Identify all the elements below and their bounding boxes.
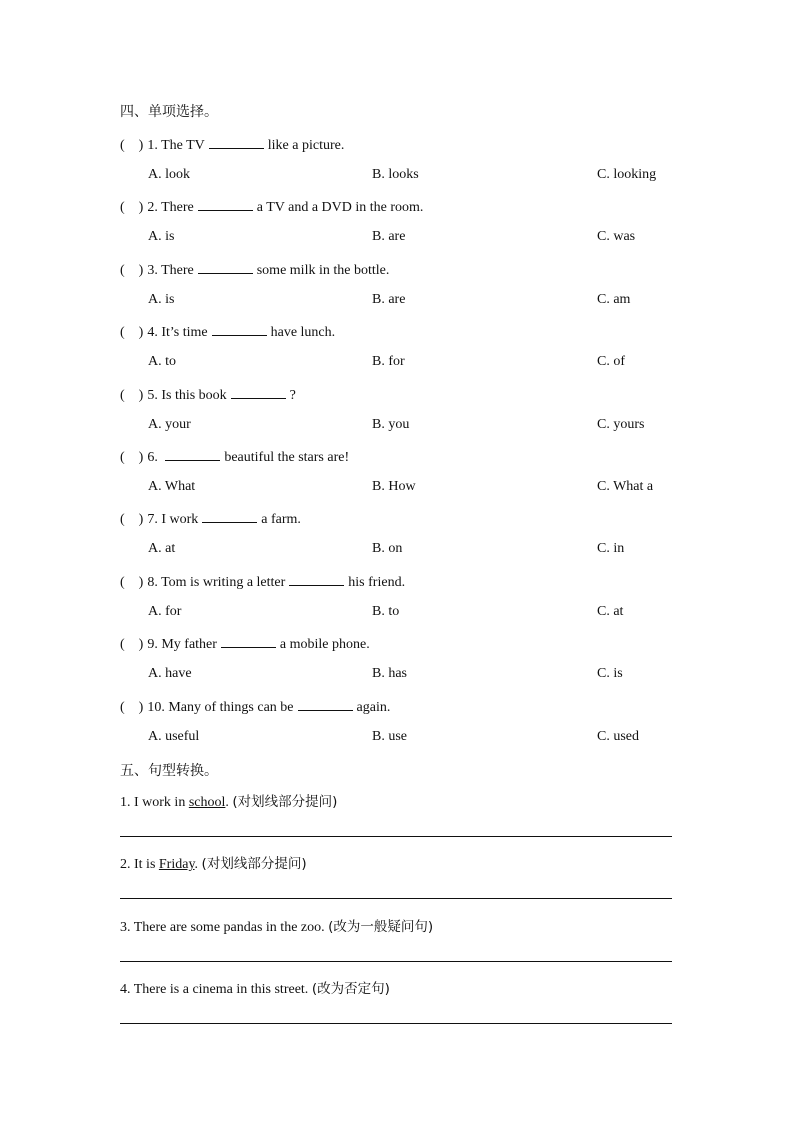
option-b[interactable]: B. you — [372, 417, 410, 432]
question-9 — [120, 635, 370, 653]
question-5 — [120, 386, 296, 404]
question-text-before: Tom is writing a letter — [161, 575, 286, 590]
question-text-after: a mobile phone. — [279, 637, 370, 652]
answer-parentheses[interactable]: ( ) — [120, 325, 144, 340]
question-text-after: have lunch. — [270, 325, 336, 340]
option-c[interactable]: C. looking — [597, 167, 657, 182]
answer-parentheses[interactable]: ( ) — [120, 263, 144, 278]
section-4-title: 四、单项选择。 — [120, 104, 218, 120]
sentence-end: . — [225, 795, 229, 810]
option-c[interactable]: C. in — [597, 541, 625, 556]
question-text-after: ? — [289, 388, 296, 403]
question-text-before: The TV — [161, 138, 205, 153]
fill-in-blank[interactable] — [231, 386, 286, 399]
question-number: 6. — [147, 450, 162, 465]
fill-in-blank[interactable] — [198, 261, 253, 274]
option-a[interactable]: A. to — [148, 354, 176, 369]
question-text-before: Is this book — [161, 388, 227, 403]
option-a[interactable]: A. look — [148, 167, 190, 182]
question-number: 3. — [147, 263, 162, 278]
item-number: 4. — [120, 982, 131, 997]
answer-line[interactable] — [120, 1023, 672, 1024]
option-b[interactable]: B. use — [372, 729, 407, 744]
answer-parentheses[interactable]: ( ) — [120, 512, 144, 527]
option-c[interactable]: C. is — [597, 666, 623, 681]
question-text-after: a farm. — [261, 512, 301, 527]
question-10 — [120, 698, 390, 716]
option-c[interactable]: C. at — [597, 604, 624, 619]
fill-in-blank[interactable] — [209, 136, 264, 149]
answer-parentheses[interactable]: ( ) — [120, 388, 144, 403]
underlined-word: Friday — [158, 857, 195, 872]
answer-line[interactable] — [120, 836, 672, 837]
answer-parentheses[interactable]: ( ) — [120, 700, 144, 715]
question-number: 1. — [147, 138, 162, 153]
sentence-text: There are some pandas in the zoo. — [133, 920, 325, 935]
answer-parentheses[interactable]: ( ) — [120, 450, 144, 465]
question-text-after: a TV and a DVD in the room. — [256, 200, 424, 215]
option-a[interactable]: A. is — [148, 292, 175, 307]
instruction-note: (对划线部分提问) — [232, 794, 338, 810]
question-6 — [120, 448, 349, 466]
fill-in-blank[interactable] — [202, 510, 257, 523]
transform-item-1 — [120, 790, 337, 811]
fill-in-blank[interactable] — [165, 448, 220, 461]
fill-in-blank[interactable] — [298, 698, 353, 711]
option-c[interactable]: C. am — [597, 292, 631, 307]
option-c[interactable]: C. was — [597, 229, 636, 244]
fill-in-blank[interactable] — [198, 198, 253, 211]
question-number: 4. — [147, 325, 162, 340]
option-a[interactable]: A. at — [148, 541, 176, 556]
question-1 — [120, 136, 344, 154]
fill-in-blank[interactable] — [221, 635, 276, 648]
option-b[interactable]: B. has — [372, 666, 407, 681]
question-number: 7. — [147, 512, 162, 527]
option-a[interactable]: A. is — [148, 229, 175, 244]
question-text-before: There — [161, 263, 194, 278]
item-number: 3. — [120, 920, 131, 935]
question-text-after: his friend. — [348, 575, 406, 590]
option-b[interactable]: B. are — [372, 292, 406, 307]
option-b[interactable]: B. How — [372, 479, 416, 494]
question-7 — [120, 510, 301, 528]
option-b[interactable]: B. looks — [372, 167, 419, 182]
option-a[interactable]: A. useful — [148, 729, 200, 744]
question-8 — [120, 573, 405, 591]
question-text-after: again. — [356, 700, 391, 715]
transform-item-3 — [120, 915, 433, 936]
question-4 — [120, 323, 335, 341]
underlined-word: school — [188, 795, 226, 810]
question-number: 2. — [147, 200, 162, 215]
answer-parentheses[interactable]: ( ) — [120, 200, 144, 215]
section-5-title: 五、句型转换。 — [120, 763, 218, 779]
option-c[interactable]: C. used — [597, 729, 639, 744]
question-number: 9. — [147, 637, 162, 652]
question-text-before: Many of things can be — [168, 700, 294, 715]
option-b[interactable]: B. to — [372, 604, 400, 619]
question-2 — [120, 198, 423, 216]
sentence-text: It is — [134, 857, 156, 872]
fill-in-blank[interactable] — [212, 323, 267, 336]
transform-item-2 — [120, 852, 307, 873]
question-number: 8. — [147, 575, 162, 590]
option-a[interactable]: A. your — [148, 417, 191, 432]
option-c[interactable]: C. yours — [597, 417, 645, 432]
fill-in-blank[interactable] — [289, 573, 344, 586]
answer-line[interactable] — [120, 898, 672, 899]
answer-parentheses[interactable]: ( ) — [120, 575, 144, 590]
option-a[interactable]: A. What — [148, 479, 196, 494]
option-a[interactable]: A. have — [148, 666, 192, 681]
instruction-note: (对划线部分提问) — [201, 856, 307, 872]
question-text-before: I work — [161, 512, 199, 527]
item-number: 2. — [120, 857, 131, 872]
question-text-after: like a picture. — [267, 138, 345, 153]
option-c[interactable]: C. What a — [597, 479, 654, 494]
answer-line[interactable] — [120, 961, 672, 962]
transform-item-4 — [120, 977, 390, 998]
instruction-note: (改为一般疑问句) — [328, 919, 434, 935]
question-text-before: It’s time — [161, 325, 208, 340]
question-text-after: some milk in the bottle. — [256, 263, 390, 278]
question-text-after: beautiful the stars are! — [224, 450, 350, 465]
question-3 — [120, 261, 389, 279]
option-b[interactable]: B. on — [372, 541, 403, 556]
option-a[interactable]: A. for — [148, 604, 182, 619]
sentence-end: . — [194, 857, 199, 872]
question-number: 10. — [147, 700, 169, 715]
sentence-text: I work in — [134, 795, 186, 810]
sentence-text: There is a cinema in this street. — [133, 982, 309, 997]
item-number: 1. — [120, 795, 131, 810]
option-b[interactable]: B. are — [372, 229, 406, 244]
question-number: 5. — [147, 388, 162, 403]
answer-parentheses[interactable]: ( ) — [120, 138, 144, 153]
answer-parentheses[interactable]: ( ) — [120, 637, 144, 652]
question-text-before: My father — [161, 637, 217, 652]
option-b[interactable]: B. for — [372, 354, 405, 369]
question-text-before: There — [161, 200, 194, 215]
instruction-note: (改为否定句) — [311, 981, 390, 997]
option-c[interactable]: C. of — [597, 354, 625, 369]
